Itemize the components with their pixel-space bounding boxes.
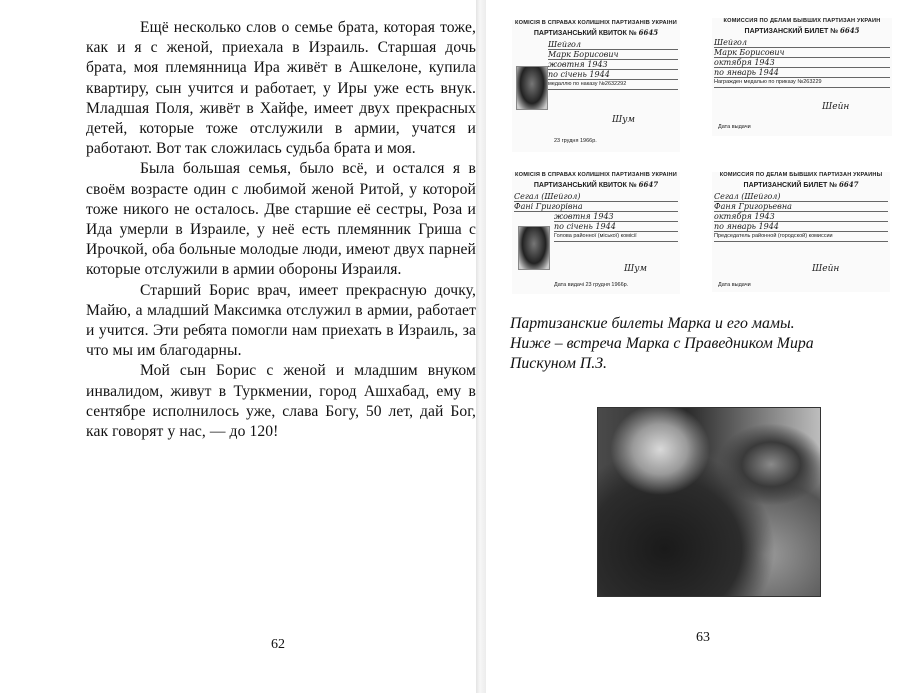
ticket-title: ПАРТИЗАНСЬКИЙ КВИТОК № 6647	[533, 180, 659, 189]
paragraph: Мой сын Борис с женой и младшим внуком инвалидом, живут в Туркмении, город Ашхабад, ему в сентябре исполнилось уже, слава Богу, 50 лет, дай Бог, как говорят у нас, — до 120!	[86, 362, 476, 441]
ticket-line: жовтня 1943	[548, 60, 678, 70]
ticket-date: Дата видачі 23 грудня 1966р.	[554, 282, 629, 288]
ticket-line: Фаня Григорьевна	[714, 202, 888, 212]
ticket-title: ПАРТИЗАНСЬКИЙ КВИТОК № 6645	[533, 28, 659, 37]
caption-line: Пискуном П.З.	[510, 355, 608, 372]
caption-line: Партизанские билеты Марка и его мамы.	[510, 315, 795, 332]
ticket-number: 6647	[638, 180, 659, 189]
partisan-ticket	[712, 172, 890, 292]
ticket-name: Сегал (Шейгол)	[714, 192, 888, 202]
ticket-line: по январь 1944	[714, 222, 888, 232]
ticket-line: Голова районної (міської) комісії	[554, 232, 678, 242]
ticket-name: Сегал (Шейгол)	[514, 192, 678, 202]
ticket-date: Дата выдачи	[718, 124, 751, 130]
paragraph: Старший Борис врач, имеет прекрасную дочку, Майю, а младший Максимка отслужил в армии, работает и учится. Эти ребята помогли нам приехать в Израиль, за что мы им благодарны.	[86, 281, 476, 360]
page-number-left: 62	[271, 637, 285, 652]
ticket-line: по январь 1944	[714, 68, 890, 78]
ticket-line: октября 1943	[714, 58, 890, 68]
partisan-ticket	[712, 18, 892, 136]
left-page-text	[86, 18, 476, 442]
ticket-signature: Шейн	[822, 102, 850, 112]
ticket-title: ПАРТИЗАНСКИЙ БИЛЕТ № 6645	[744, 26, 860, 35]
ticket-line: Фані Григорівна	[514, 202, 678, 212]
ticket-line: Председатель районной (городской) комиссии	[714, 232, 888, 242]
ticket-line: медаллю по наказу №2632292	[548, 80, 678, 90]
ticket-signature: Шейн	[812, 264, 840, 274]
ticket-line: Награжден медалью по приказу №263229	[714, 78, 890, 88]
ticket-line: по січень 1944	[554, 222, 678, 232]
caption-line: Ниже – встреча Марка с Праведником Мира	[510, 335, 814, 352]
ticket-title: ПАРТИЗАНСКИЙ БИЛЕТ № 6647	[743, 180, 859, 189]
paragraph: Ещё несколько слов о семье брата, которая тоже, как и я с женой, приехала в Израиль. Старшая дочь брата, моя племянница Ира живёт в Ашкелоне, купила квартиру, сын учится и работает, у Иры уже есть внук. Младшая Поля, живёт в Хайфе, имеет двух прекрасных детей, которые тоже отслужили в армии, учатся и работают. Вот так сложилась судьба брата и моя.	[86, 19, 476, 158]
ticket-number: 6645	[839, 26, 860, 35]
ticket-header: КОМИССИЯ ПО ДЕЛАМ БЫВШИХ ПАРТИЗАН УКРАИН	[723, 18, 881, 24]
book-gutter	[476, 0, 486, 693]
ticket-line: жовтня 1943	[554, 212, 678, 222]
ticket-header: КОМІСІЯ В СПРАВАХ КОЛИШНІХ ПАРТИЗАНІВ УКРАЇНИ	[515, 172, 677, 178]
ticket-line: Марк Борисович	[548, 50, 678, 60]
ticket-header: КОМІСІЯ В СПРАВАХ КОЛИШНІХ ПАРТИЗАНІВ УКРАЇНИ	[515, 20, 677, 26]
ticket-date: Дата выдачи	[718, 282, 751, 288]
ticket-line: Марк Борисович	[714, 48, 890, 58]
ticket-name: Шейгол	[548, 40, 678, 50]
partisan-ticket	[512, 172, 680, 294]
page-number-right: 63	[696, 630, 710, 645]
ticket-number: 6647	[838, 180, 859, 189]
ticket-signature: Шум	[624, 264, 647, 274]
paragraph: Была большая семья, было всё, и остался я в своём возрасте один с любимой женой Ритой, у которой тоже никого не осталось. Две старшие её сестры, Роза и Ида умерли в Израиле, у неё есть племянник Гриша с Ирочкой, оба больные молодые люди, имеют двух парней которые отслужили в армии обороны Израиля.	[86, 160, 476, 279]
ticket-number: 6645	[638, 28, 659, 37]
ticket-signature: Шум	[612, 115, 635, 125]
ticket-photo	[516, 66, 548, 110]
partisan-ticket	[512, 20, 680, 152]
meeting-photo	[597, 407, 821, 597]
figure-caption	[510, 314, 840, 374]
ticket-name: Шейгол	[714, 38, 890, 48]
ticket-line: октября 1943	[714, 212, 888, 222]
ticket-photo	[518, 226, 550, 270]
ticket-date: 23 грудня 1966р.	[554, 138, 597, 144]
ticket-line: по січень 1944	[548, 70, 678, 80]
ticket-header: КОМИССИЯ ПО ДЕЛАМ БЫВШИХ ПАРТИЗАН УКРАИНЫ	[719, 172, 883, 178]
